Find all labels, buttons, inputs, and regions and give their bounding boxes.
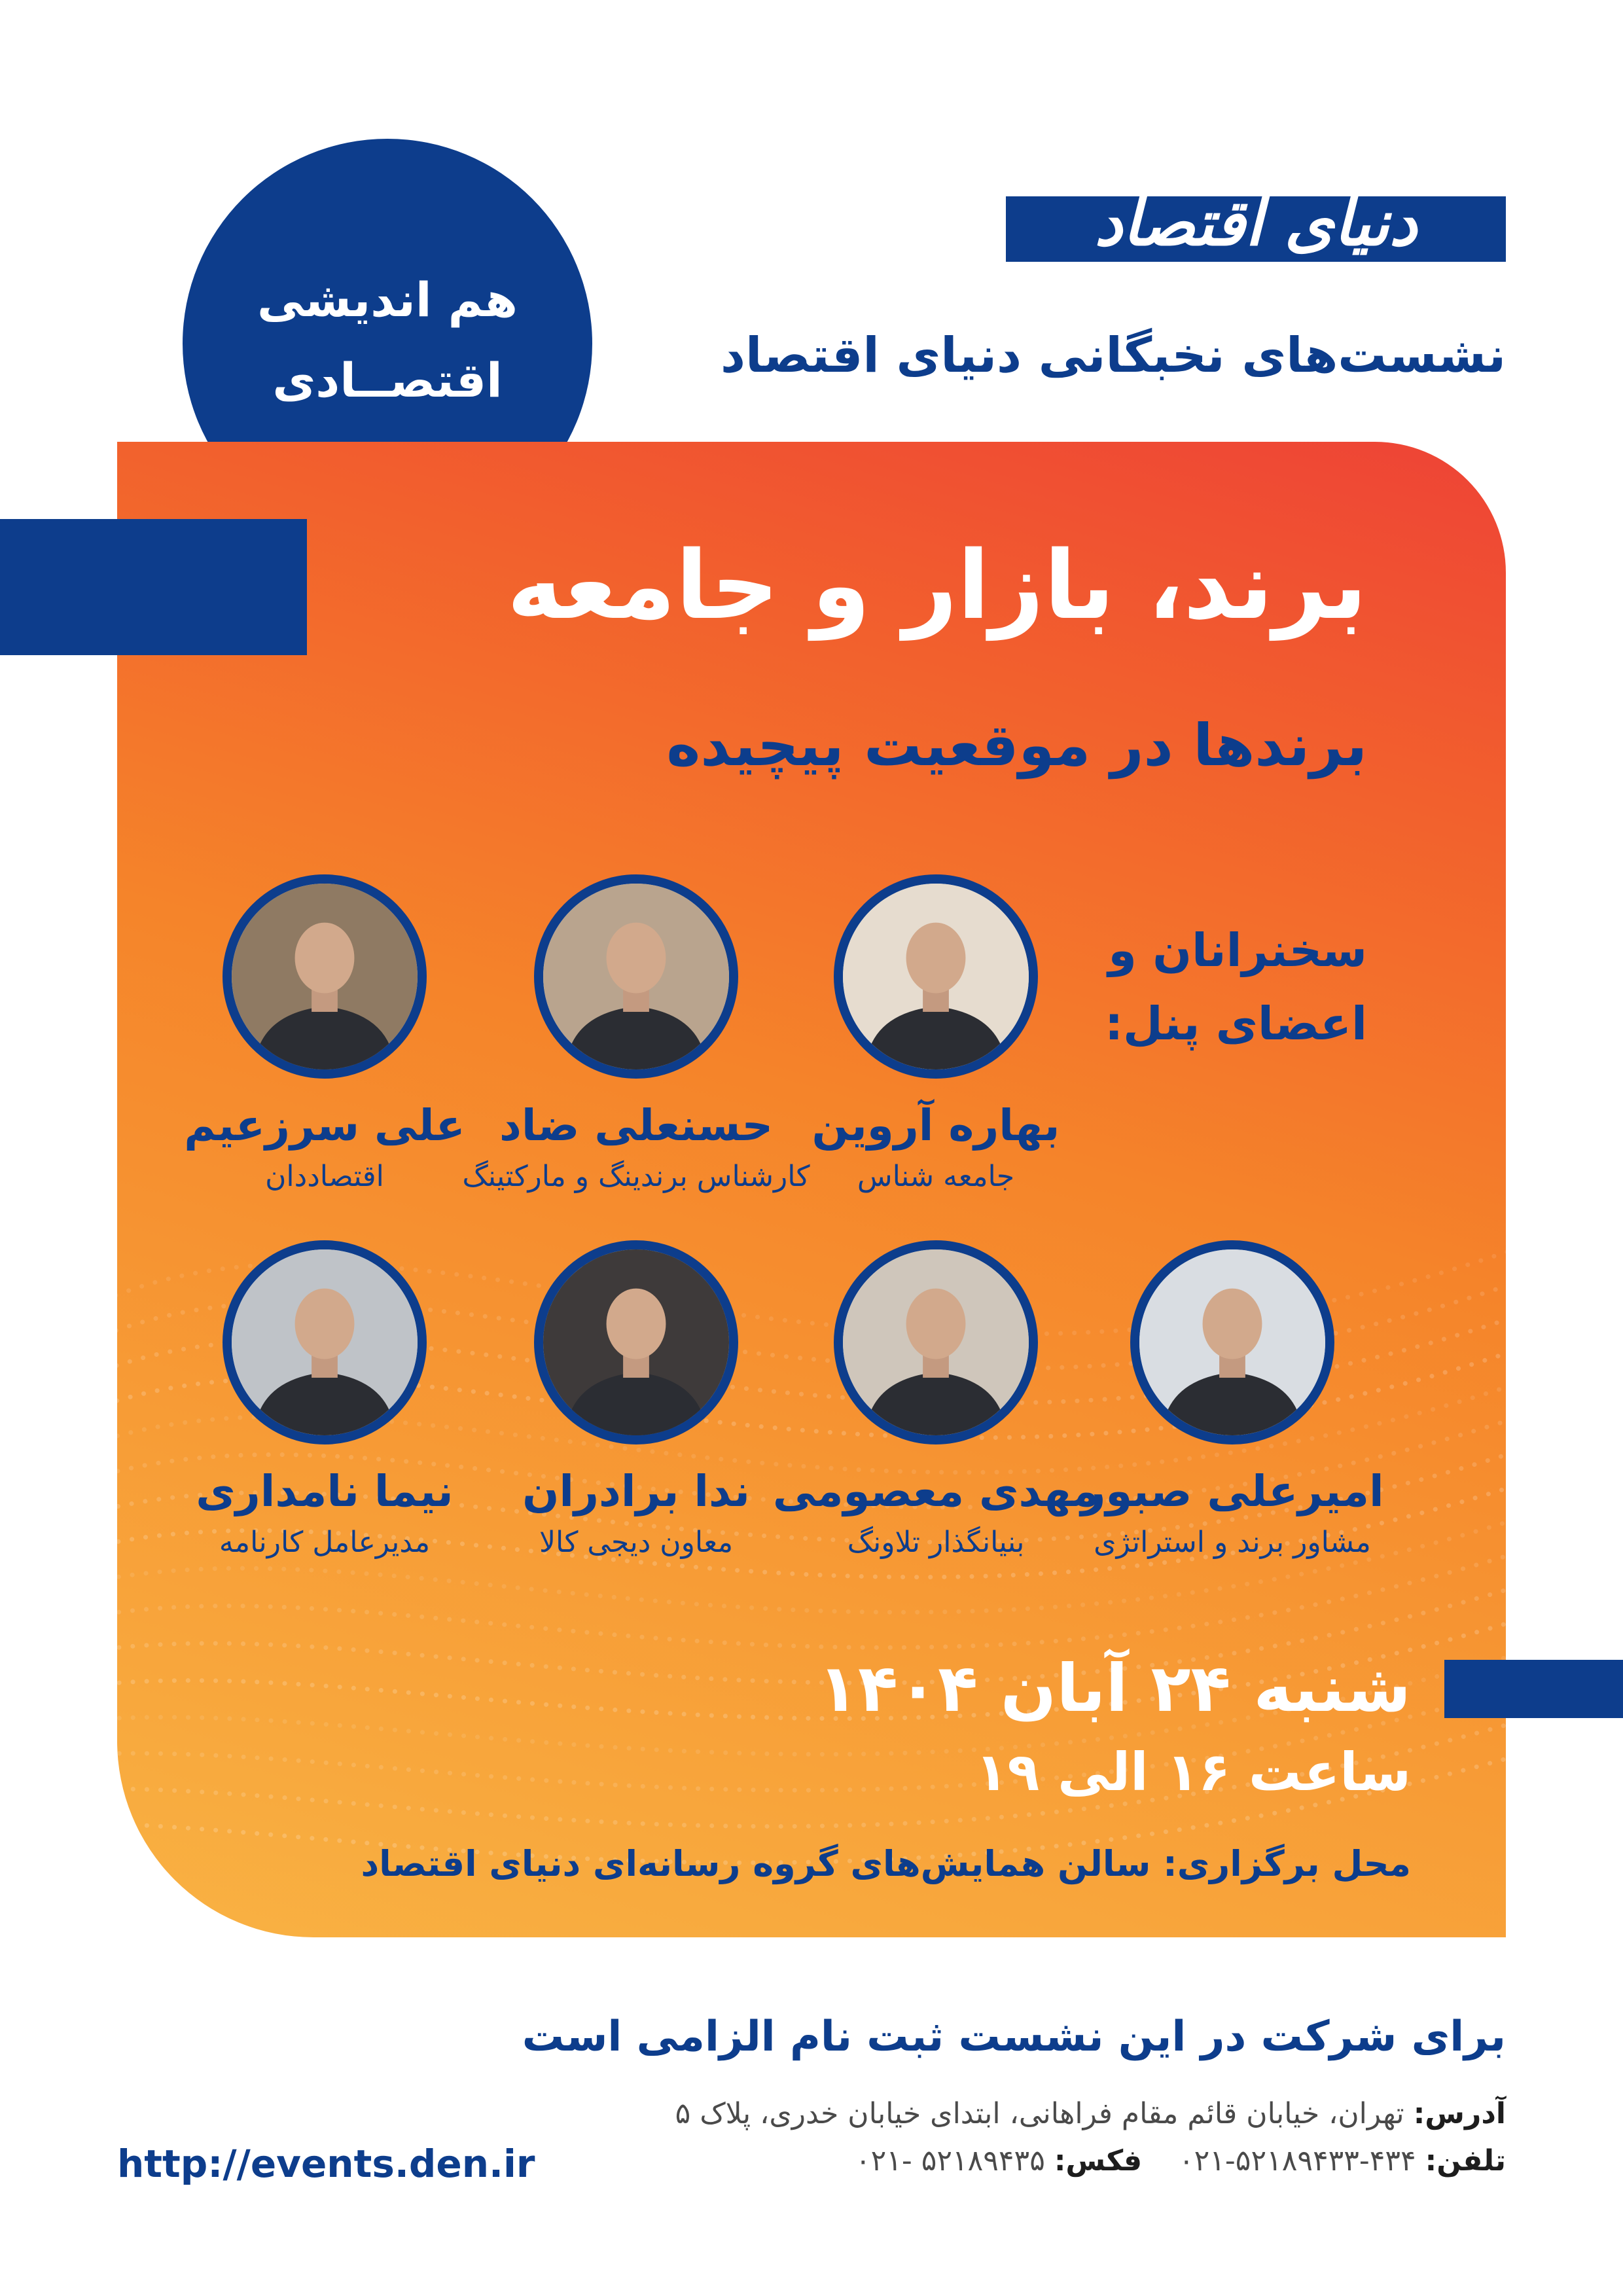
series-title: نشست‌های نخبگانی دنیای اقتصاد xyxy=(720,327,1506,384)
speaker-card xyxy=(115,874,534,1198)
person-head xyxy=(295,923,355,994)
person-head xyxy=(607,1289,666,1359)
speaker-role: مدیرعامل کارنامه xyxy=(219,1526,431,1559)
accent-bar-left xyxy=(0,519,307,655)
speaker-name: مهدی معصومی xyxy=(772,1466,1099,1516)
speaker-photo xyxy=(834,874,1038,1079)
event-time: ساعت ۱۶ الی ۱۹ xyxy=(975,1742,1411,1803)
speaker-photo xyxy=(534,874,738,1079)
speaker-name: علی سرزعیم xyxy=(184,1100,465,1151)
speaker-name: بهاره آروین xyxy=(812,1100,1060,1151)
portrait-placeholder xyxy=(232,884,418,1069)
speaker-photo xyxy=(223,1240,427,1444)
fax-number: ۰۲۱- ۵۲۱۸۹۴۳۵ xyxy=(855,2144,1045,2178)
portrait-placeholder xyxy=(543,1249,729,1435)
speaker-role: مشاور برند و استراتژی xyxy=(1094,1526,1371,1559)
website-link[interactable]: http://events.den.ir xyxy=(117,2142,535,2186)
portrait-placeholder xyxy=(232,1249,418,1435)
contact-phone-line xyxy=(855,2140,1506,2182)
event-venue: محل برگزاری: سالن همایش‌های گروه رسانه‌ای دنیای اقتصاد xyxy=(361,1843,1411,1884)
accent-bar-right xyxy=(1444,1660,1623,1718)
fax-label: فکس: xyxy=(1054,2144,1143,2178)
contact-address-line xyxy=(675,2093,1506,2135)
phone-number: ۰۲۱-۵۲۱۸۹۴۳۳-۴۳۴ xyxy=(1179,2144,1416,2178)
portrait-placeholder xyxy=(843,1249,1029,1435)
person-head xyxy=(1203,1289,1262,1359)
speaker-name: نیما نامداری xyxy=(196,1466,454,1516)
event-title: برند، بازار و جامعه xyxy=(507,530,1367,640)
speaker-name: امیرعلی صبور xyxy=(1080,1466,1384,1516)
portrait-placeholder xyxy=(543,884,729,1069)
speaker-role: اقتصاددان xyxy=(265,1160,384,1193)
brand-logo xyxy=(1006,187,1506,262)
speakers-heading-line-1: سخنرانان و xyxy=(1108,924,1367,977)
speaker-photo xyxy=(223,874,427,1079)
event-date: شنبه ۲۴ آبان ۱۴۰۴ xyxy=(817,1650,1411,1727)
speaker-role: کارشناس برندینگ و مارکتینگ xyxy=(462,1160,810,1193)
badge-line-2: اقتصــادی xyxy=(272,353,503,408)
phone-label: تلفن: xyxy=(1425,2144,1506,2178)
registration-note: برای شرکت در این نشست ثبت نام الزامی است xyxy=(522,2013,1506,2061)
address-label: آدرس: xyxy=(1413,2097,1506,2130)
speakers-heading-line-2: اعضای پنل: xyxy=(1105,997,1367,1050)
event-subtitle: برندها در موقعیت پیچیده xyxy=(666,711,1367,779)
person-head xyxy=(607,923,666,994)
portrait-placeholder xyxy=(1139,1249,1325,1435)
speaker-name: حسنعلی ضاد xyxy=(499,1100,774,1151)
speaker-card xyxy=(115,1240,534,1564)
speaker-photo xyxy=(834,1240,1038,1444)
logo-text: دنیای اقتصاد xyxy=(1094,187,1418,260)
address-text: تهران، خیابان قائم مقام فراهانی، ابتدای خیابان خدری، پلاک ۵ xyxy=(675,2097,1404,2130)
speaker-role: معاون دیجی کالا xyxy=(539,1526,734,1559)
badge-line-1: هم اندیشی xyxy=(257,272,518,327)
speaker-photo xyxy=(1130,1240,1334,1444)
speaker-photo xyxy=(534,1240,738,1444)
portrait-placeholder xyxy=(843,884,1029,1069)
speaker-role: بنیانگذار تلاونگ xyxy=(847,1526,1025,1559)
person-head xyxy=(295,1289,355,1359)
speaker-role: جامعه شناس xyxy=(857,1160,1015,1193)
person-head xyxy=(906,923,966,994)
person-head xyxy=(906,1289,966,1359)
speaker-name: ندا برادران xyxy=(522,1466,750,1516)
